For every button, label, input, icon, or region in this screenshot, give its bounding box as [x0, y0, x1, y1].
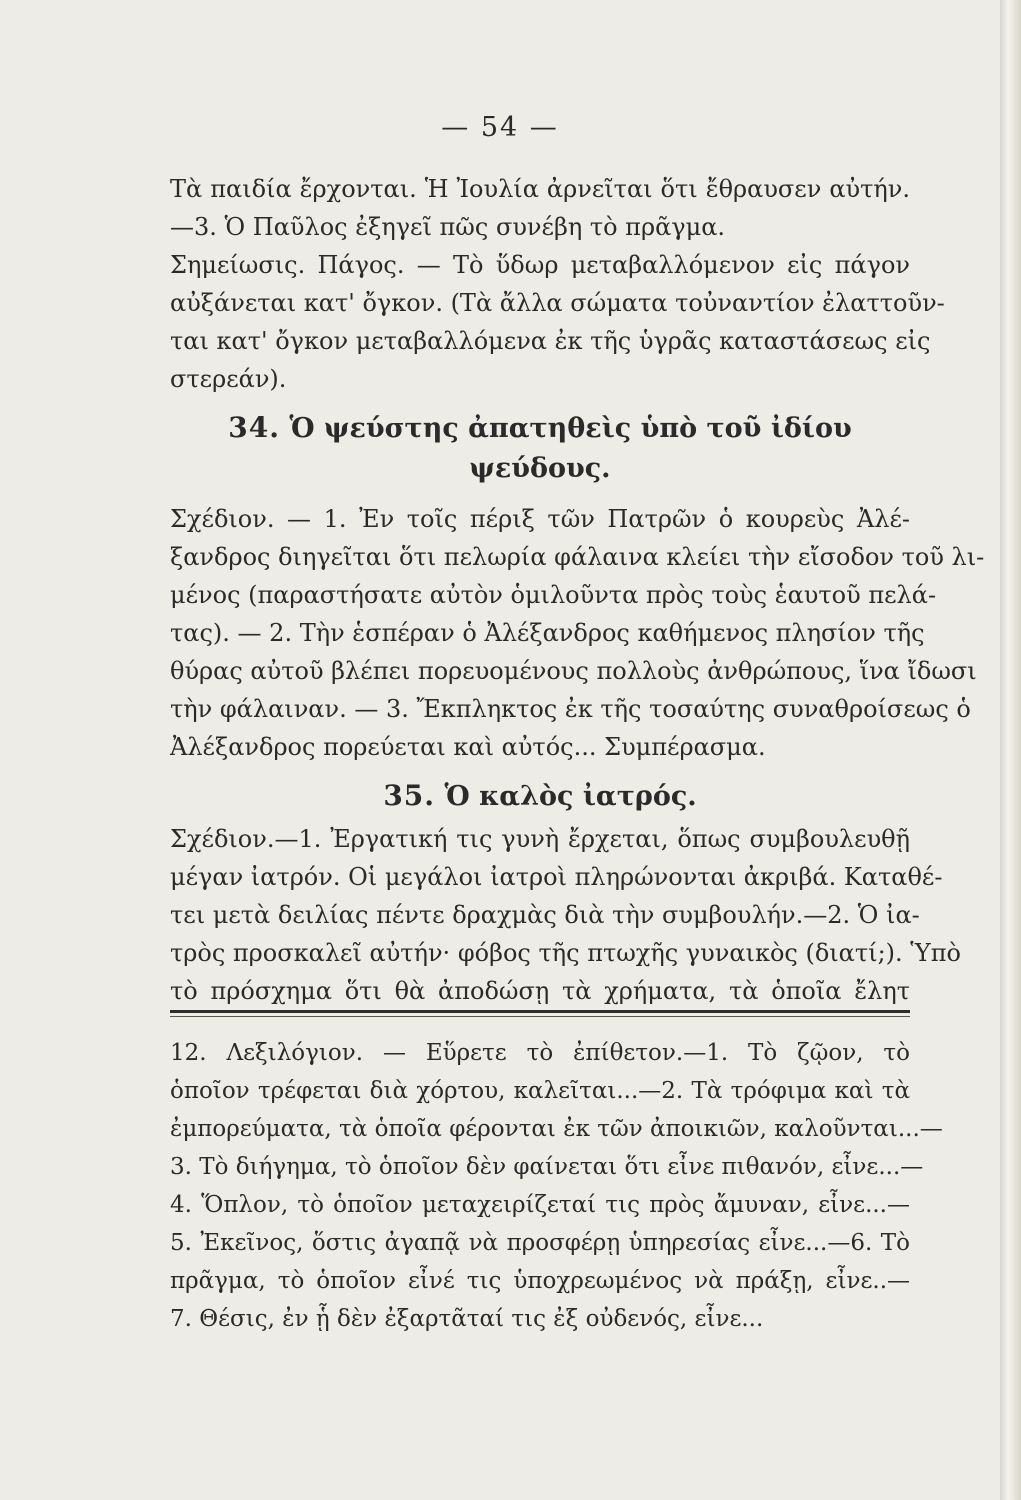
- text-line: τὴν φάλαιναν. — 3. Ἔκπληκτος ἐκ τῆς τοσαύτης συναθροίσεως ὁ: [170, 695, 971, 723]
- text-line: 5. Ἐκεῖνος, ὅστις ἀγαπᾷ νὰ προσφέρῃ ὑπηρεσίας εἶνε...—6. Τὸ: [170, 1230, 910, 1256]
- text-line: τει μετὰ δειλίας πέντε δραχμὰς διὰ τὴν συμβουλήν.—2. Ὁ ἰα-: [170, 901, 920, 929]
- text-line: Σχέδιον.—1. Ἐργατική τις γυνὴ ἔρχεται, ὅπως συμβουλευθῇ: [170, 825, 910, 853]
- text-line: 3. Τὸ διήγημα, τὸ ὁποῖον δὲν φαίνεται ὅτι εἶνε πιθανόν, εἶνε...—: [170, 1154, 924, 1180]
- text-line: πρᾶγμα, τὸ ὁποῖον εἶνέ τις ὑποχρεωμένος νὰ πράξῃ, εἶνε..—: [170, 1268, 910, 1294]
- text-line: μέγαν ἰατρόν. Οἱ μεγάλοι ἰατροὶ πληρώνονται ἀκριβά. Καταθέ-: [170, 863, 943, 891]
- text-line: 7. Θέσις, ἐν ᾗ δὲν ἐξαρτᾶταί τις ἐξ οὐδενός, εἶνε...: [170, 1306, 764, 1332]
- page-edge: [1000, 0, 1021, 1500]
- section-number: 35.: [383, 779, 436, 812]
- text-line: ξανδρος διηγεῖται ὅτι πελωρία φάλαινα κλείει τὴν εἴσοδον τοῦ λι-: [170, 543, 985, 571]
- section-number: 34.: [228, 411, 281, 444]
- text-line: 4. Ὅπλον, τὸ ὁποῖον μεταχειρίζεταί τις πρὸς ἄμυναν, εἶνε...—: [170, 1192, 910, 1218]
- section-35-heading: [170, 776, 910, 817]
- section-35-body: [170, 820, 961, 1010]
- text-line: τας). — 2. Τὴν ἑσπέραν ὁ Ἀλέξανδρος καθήμενος πλησίον τῆς: [170, 619, 925, 647]
- text-line: ται κατ' ὄγκον μεταβαλλόμενα ἐκ τῆς ὑγρᾶς καταστάσεως εἰς: [170, 327, 931, 355]
- text-line: ἐμπορεύματα, τὰ ὁποῖα φέρονται ἐκ τῶν ἀποικιῶν, καλοῦνται...—: [170, 1116, 943, 1142]
- divider-rule-thin: [170, 1016, 910, 1017]
- text-line: Ἀλέξανδρος πορεύεται καὶ αὐτός... Συμπέρασμα.: [170, 733, 766, 761]
- divider-rule: [170, 1010, 910, 1013]
- text-line: μένος (παραστήσατε αὐτὸν ὁμιλοῦντα πρὸς τοὺς ἑαυτοῦ πελά-: [170, 581, 937, 609]
- text-line: τὸ πρόσχημα ὅτι θὰ ἀποδώσῃ τὰ χρήματα, τὰ ὁποῖα ἔλητ: [170, 977, 910, 1005]
- text-line: στερεάν).: [170, 365, 287, 393]
- text-line: αὐξάνεται κατ' ὄγκον. (Τὰ ἄλλα σώματα τοὐναντίον ἐλαττοῦν-: [170, 289, 945, 317]
- text-line: Σημείωσις. Πάγος. — Τὸ ὕδωρ μεταβαλλόμενον εἰς πάγον: [170, 251, 910, 279]
- text-line: 12. Λεξιλόγιον. — Εὕρετε τὸ ἐπίθετον.—1. Τὸ ζῷον, τὸ: [170, 1040, 910, 1066]
- section-34-body: [170, 500, 985, 766]
- intro-paragraph: [170, 170, 945, 398]
- section-34-heading: [170, 408, 910, 489]
- text-line: Τὰ παιδία ἔρχονται. Ἡ Ἰουλία ἀρνεῖται ὅτι ἔθραυσεν αὐτήν.: [170, 175, 910, 203]
- vocabulary-exercise: [170, 1034, 943, 1338]
- text-line: ὁποῖον τρέφεται διὰ χόρτου, καλεῖται...—2. Τὰ τρόφιμα καὶ τὰ: [170, 1078, 910, 1104]
- text-line: Σχέδιον. — 1. Ἐν τοῖς πέριξ τῶν Πατρῶν ὁ κουρεὺς Ἀλέ-: [170, 505, 910, 533]
- text-line: —3. Ὁ Παῦλος ἐξηγεῖ πῶς συνέβη τὸ πρᾶγμα.: [170, 213, 726, 241]
- section-title-continued: ψεύδους.: [469, 453, 611, 484]
- section-title: Ὁ καλὸς ἰατρός.: [444, 781, 697, 812]
- page-number: — 54 —: [441, 112, 559, 143]
- section-title: Ὁ ψεύστης ἀπατηθεὶς ὑπὸ τοῦ ἰδίου: [289, 413, 852, 444]
- text-line: θύρας αὐτοῦ βλέπει πορευομένους πολλοὺς ἀνθρώπους, ἵνα ἴδωσι: [170, 657, 977, 685]
- text-line: τρὸς προσκαλεῖ αὐτήν· φόβος τῆς πτωχῆς γυναικὸς (διατί;). Ὑπὸ: [170, 939, 961, 967]
